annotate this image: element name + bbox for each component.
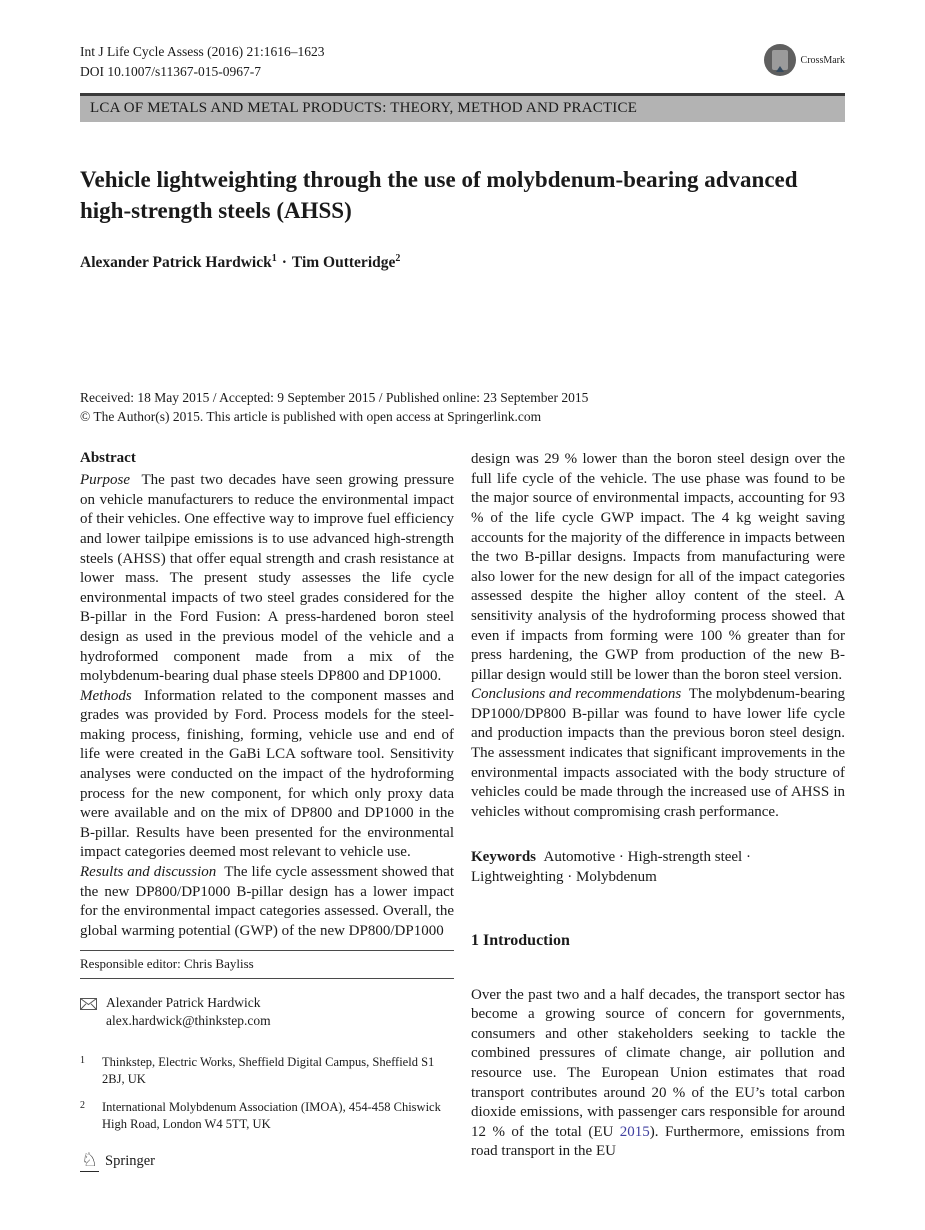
affiliation-number: 1 — [80, 1055, 85, 1067]
affiliation-text: Thinkstep, Electric Works, Sheffield Digital Campus, Sheffield S1 2BJ, UK — [102, 1055, 435, 1087]
left-column — [80, 450, 454, 1162]
publisher-footer — [80, 1151, 155, 1172]
editor-box — [80, 950, 454, 979]
methods-text: Information related to the component masses and grades was provided by Ford. Process models for the steel-making process, finishing, forming, vehicle use and end of life were created in the GaBi LCA software tool. Sensitivity analyses were conducted on the impact of the hydroforming process for the new component, for which only proxy data were available and on the mix of DP800 and DP1000 in the B-pillar. Results have been presented for the environmental impact categories deemed most relevant to vehicle use. — [80, 687, 455, 861]
affiliation-row — [80, 1054, 454, 1088]
responsible-editor: Responsible editor: Chris Bayliss — [80, 956, 254, 972]
purpose-text: The past two decades have seen growing pressure on vehicle manufacturers to reduce the environmental impact of their vehicles. One effective way to improve fuel efficiency and lower tailpipe emissions is to use advanced high-strength steels (AHSS) that offer equal strength and crash resistance at lower mass. The present study assesses the life cycle environmental impacts of two steel grades considered for the B-pillar in the Ford Fusion: A press-hardened boron steel design as used in the previous model of the vehicle and a hydroformed component made from a mix of the molybdenum-bearing dual phase steels DP800 and DP1000. — [80, 472, 454, 685]
intro-text-after-link: ). Furthermore, emissions from road transport in the EU — [471, 1123, 845, 1160]
springer-logo-icon: ♘ — [81, 1150, 99, 1171]
crossmark-icon — [764, 44, 796, 76]
keywords-label: Keywords — [471, 849, 536, 866]
correspondence-text — [106, 994, 271, 1030]
copyright-line: © The Author(s) 2015. This article is published with open access at Springerlink.com — [80, 409, 542, 425]
results-text-left: The life cycle assessment showed that the new DP800/DP1000 B-pillar design has a lower impact for the environmental impact categories assessed. Overall, the global warming potential (GWP) of the new DP800/DP1000 — [80, 864, 454, 939]
divider — [80, 978, 454, 979]
author-affil-ref: 2 — [395, 253, 401, 264]
keywords-text: Automotive · High-strength steel · Lightweighting · Molybdenum — [471, 849, 751, 886]
doi-line: DOI 10.1007/s11367-015-0967-7 — [80, 64, 261, 79]
correspondence-block — [80, 994, 454, 1030]
author-separator: · — [281, 254, 287, 272]
section-heading-introduction: 1 Introduction — [471, 931, 570, 949]
publisher-name: Springer — [105, 1153, 155, 1169]
journal-info — [80, 42, 324, 82]
corresponding-author-email: alex.hardwick@thinkstep.com — [106, 1013, 271, 1029]
author-name: Tim Outteridge — [291, 254, 396, 272]
author-name: Alexander Patrick Hardwick — [80, 254, 272, 272]
crossmark-label: CrossMark — [800, 54, 845, 66]
abstract-results — [80, 863, 454, 941]
keywords-block — [471, 848, 845, 887]
author-line — [80, 253, 845, 272]
affiliation-row — [80, 1099, 454, 1133]
corresponding-author-name: Alexander Patrick Hardwick — [106, 995, 261, 1011]
affiliations — [80, 1054, 454, 1133]
author-affil-ref: 1 — [271, 253, 277, 264]
purpose-label: Purpose — [80, 472, 130, 489]
envelope-icon — [80, 994, 97, 1030]
crossmark-badge[interactable] — [764, 44, 845, 76]
abstract-purpose — [80, 471, 454, 687]
intro-text-before-link: Over the past two and a half decades, the transport sector has become a growing source of concern for governments, consumers and other stakeholders seeking to tackle the combined pressures of climate change, air pollution and resource use. The European Union estimates that road transport contributes around 20 % of the EU’s total carbon dioxide emissions, with passenger cars responsible for around 12 % of the total (EU — [471, 986, 845, 1140]
abstract-heading: Abstract — [80, 450, 136, 467]
article-body — [80, 450, 845, 1162]
received-line: Received: 18 May 2015 / Accepted: 9 September 2015 / Published online: 23 September 2015 — [80, 390, 589, 406]
publication-meta — [80, 388, 845, 426]
abstract-methods — [80, 687, 454, 863]
abstract-conclusions — [471, 685, 845, 822]
citation-link-eu-2015[interactable]: 2015 — [619, 1123, 650, 1140]
article-title: Vehicle lightweighting through the use of molybdenum-bearing advanced high-strength steels (AHSS) — [80, 167, 798, 223]
results-continued: design was 29 % lower than the boron steel design over the full life cycle of the vehicle. The use phase was found to be the major source of environmental impacts, accounting for 93 % of the life cycle GWP impact. The 4 kg weight saving accounts for the majority of the difference in impacts between the two B-pillar designs. Impacts from manufacturing were also lower for the new design for all of the impact categories assessed despite the higher alloy content of the steel. A sensitivity analysis of the hydroforming process showed that even if impacts from forming were 100 % greater than for press hardening, the GWP from production of the new B-pillar design would still be lower than the boron steel version. — [471, 451, 845, 683]
topic-banner: LCA OF METALS AND METAL PRODUCTS: THEORY, METHOD AND PRACTICE — [80, 93, 845, 122]
affiliation-text: International Molybdenum Association (IMOA), 454-458 Chiswick High Road, London W4 5TT, UK — [102, 1100, 441, 1132]
conclusions-label: Conclusions and recommendations — [471, 686, 682, 703]
conclusions-text: The molybdenum-bearing DP1000/DP800 B-pillar was found to have lower life cycle and production impacts than the previous boron steel design. The assessment indicates that significant improvements in the environmental impacts associated with the body structure of vehicles could be made through the increased use of AHSS in vehicles without compromising crash performance. — [471, 686, 846, 820]
results-label: Results and discussion — [80, 864, 217, 881]
page-header — [80, 0, 845, 82]
right-column — [471, 450, 845, 1162]
affiliation-number: 2 — [80, 1100, 85, 1112]
introduction-paragraph — [471, 986, 845, 1162]
journal-citation: Int J Life Cycle Assess (2016) 21:1616–1623 — [80, 44, 325, 59]
methods-label: Methods — [80, 687, 132, 704]
